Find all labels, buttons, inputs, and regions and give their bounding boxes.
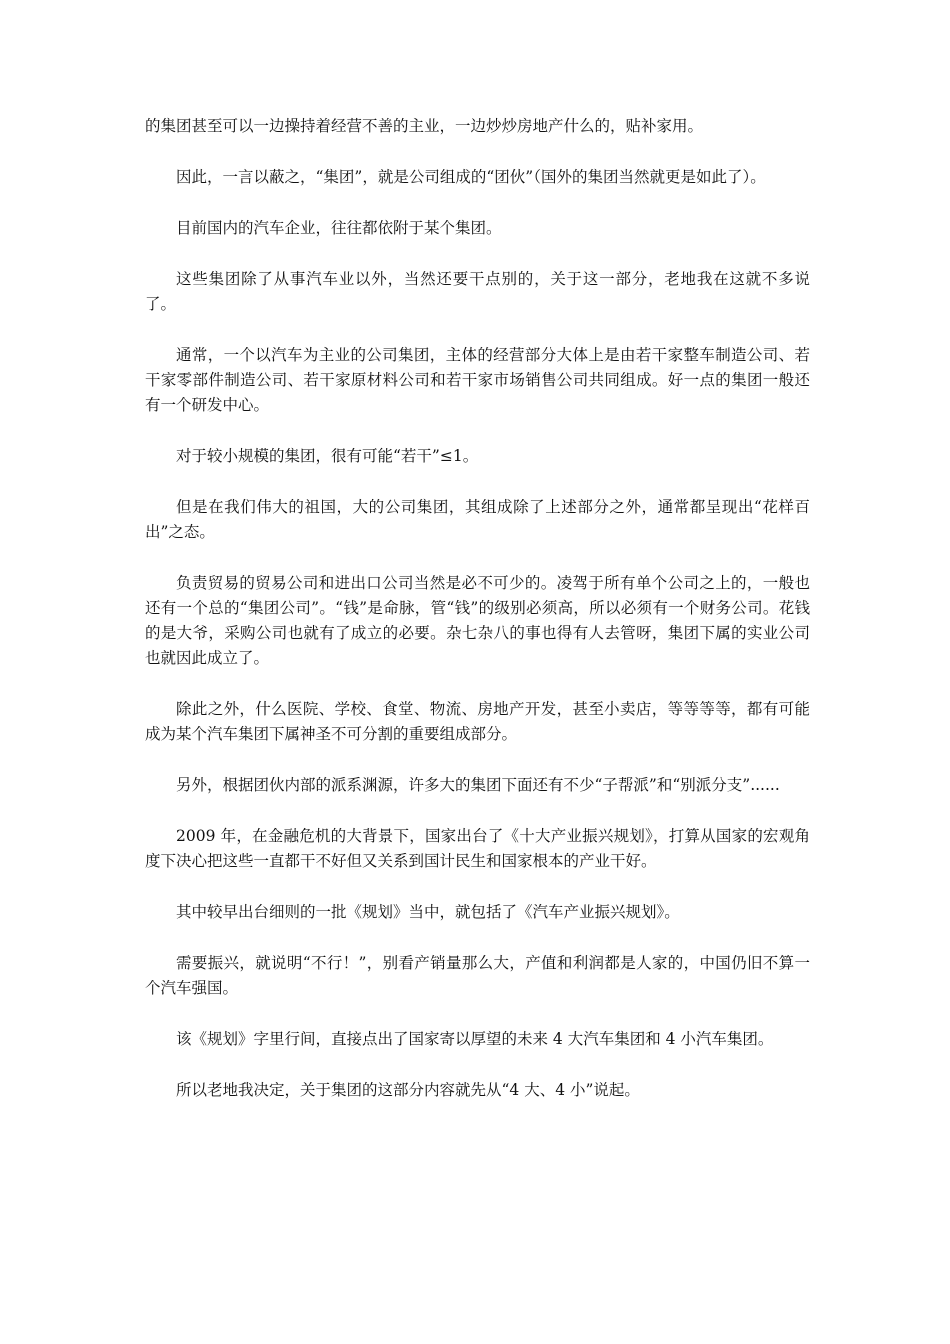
paragraph: 该《规划》字里行间，直接点出了国家寄以厚望的未来 4 大汽车集团和 4 小汽车集团。 [176,1030,774,1048]
paragraph: 的集团甚至可以一边操持着经营不善的主业，一边炒炒房地产什么的，贴补家用。 [145,117,704,135]
paragraph: 通常，一个以汽车为主业的公司集团，主体的经营部分大体上是由若干家整车制造公司、若干家零部件制造公司、若干家原材料公司和若干家市场销售公司共同组成。好一点的集团一般还有一个研发中心。 [145,346,810,414]
paragraph: 但是在我们伟大的祖国，大的公司集团，其组成除了上述部分之外，通常都呈现出“花样百出”之态。 [145,498,810,541]
paragraph: 这些集团除了从事汽车业以外，当然还要干点别的，关于这一部分，老地我在这就不多说了。 [145,270,810,313]
paragraph: 需要振兴，就说明“不行！”，别看产销量那么大，产值和利润都是人家的，中国仍旧不算一个汽车强国。 [145,954,810,997]
paragraph: 除此之外，什么医院、学校、食堂、物流、房地产开发，甚至小卖店，等等等等，都有可能成为某个汽车集团下属神圣不可分割的重要组成部分。 [145,700,810,743]
body-text [145,114,810,1129]
paragraph: 负责贸易的贸易公司和进出口公司当然是必不可少的。凌驾于所有单个公司之上的，一般也还有一个总的“集团公司”。“钱”是命脉，管“钱”的级别必须高，所以必须有一个财务公司。花钱的是大爷，采购公司也就有了成立的必要。杂七杂八的事也得有人去管呀，集团下属的实业公司也就因此成立了。 [145,574,810,667]
paragraph: 另外，根据团伙内部的派系渊源，许多大的集团下面还有不少“子帮派”和“别派分支”...... [176,776,780,794]
paragraph: 2009 年，在金融危机的大背景下，国家出台了《十大产业振兴规划》，打算从国家的宏观角度下决心把这些一直都干不好但又关系到国计民生和国家根本的产业干好。 [145,827,810,870]
paragraph: 其中较早出台细则的一批《规划》当中，就包括了《汽车产业振兴规划》。 [176,903,680,921]
paragraph: 因此，一言以蔽之，“集团”，就是公司组成的“团伙”（国外的集团当然就更是如此了）。 [176,168,766,186]
paragraph: 目前国内的汽车企业，往往都依附于某个集团。 [176,219,502,237]
paragraph: 所以老地我决定，关于集团的这部分内容就先从“4 大、4 小”说起。 [176,1081,640,1099]
paragraph: 对于较小规模的集团，很有可能“若干”≤1。 [176,447,479,465]
